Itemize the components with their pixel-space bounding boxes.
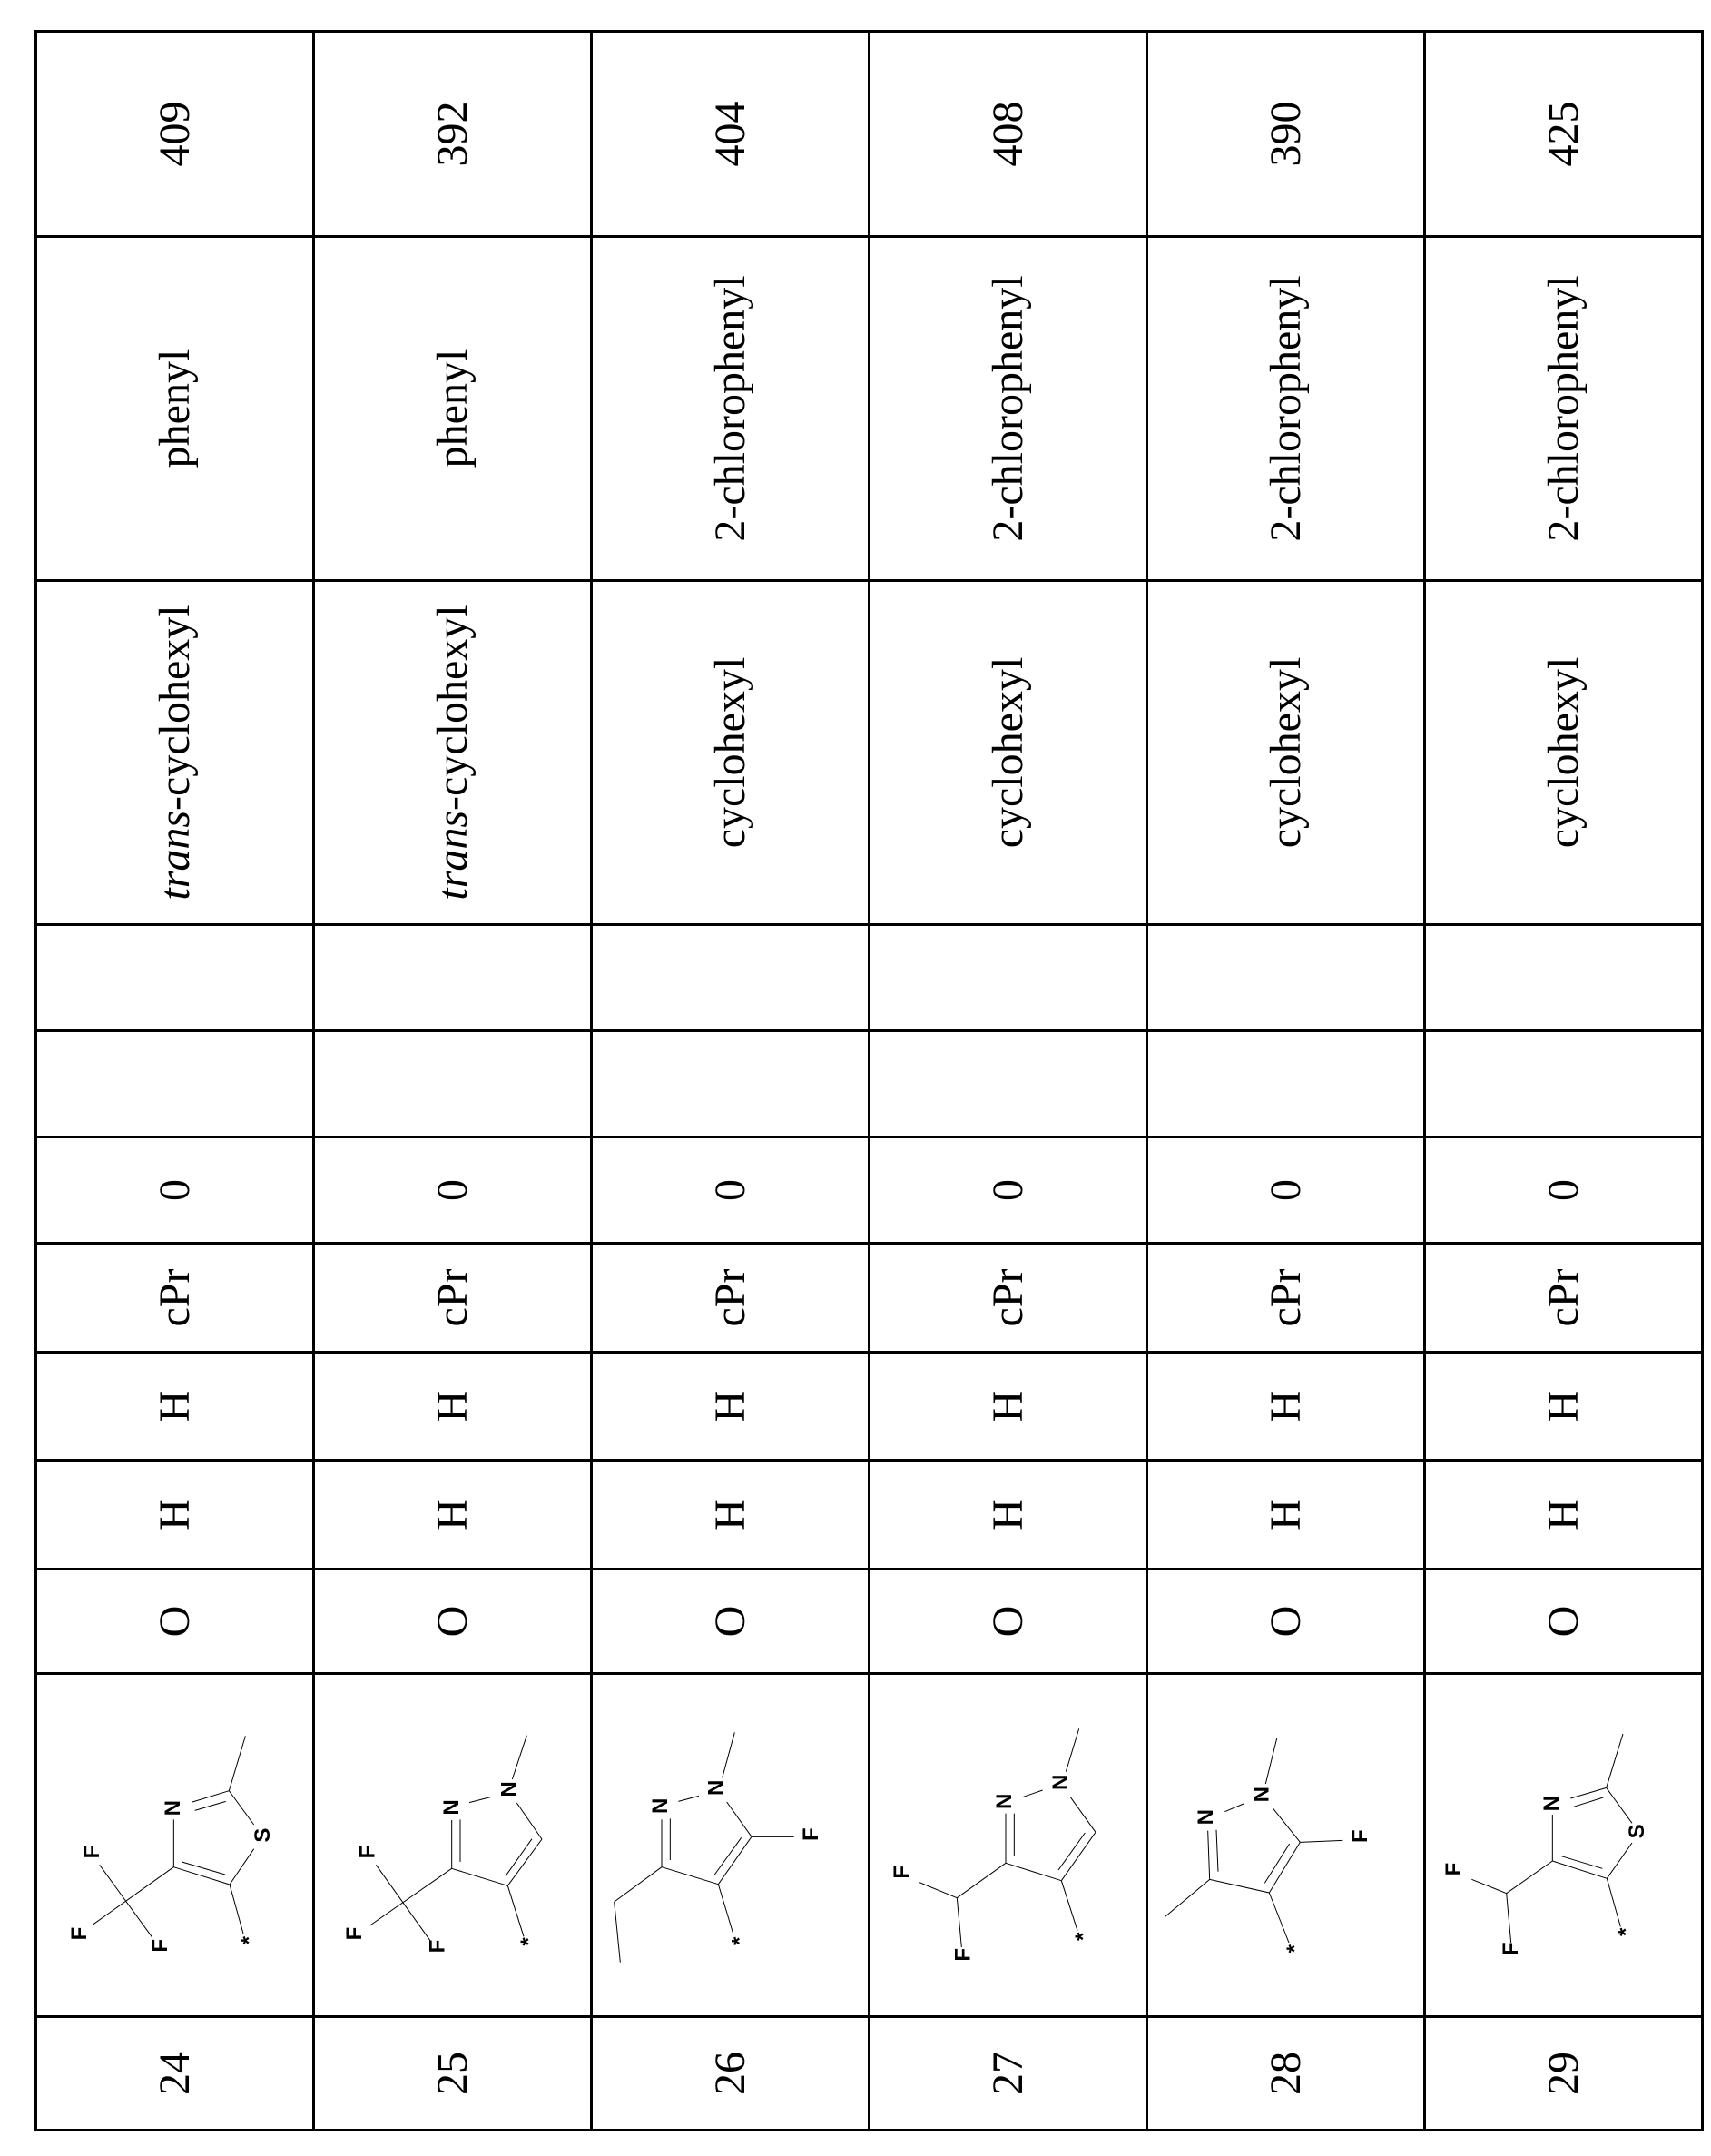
atom-label: F <box>1499 1942 1523 1955</box>
r1-cell: H <box>870 1461 1147 1570</box>
r3-cell: cPr <box>870 1244 1147 1353</box>
bond <box>100 1865 152 1936</box>
atom-label: F <box>67 1927 92 1941</box>
r1-cell: H <box>1147 1461 1425 1570</box>
bond <box>516 1803 542 1839</box>
r2-cell: H <box>314 1353 592 1461</box>
bond <box>615 1902 621 1963</box>
bond <box>507 1885 524 1936</box>
empty-cell <box>36 925 314 1031</box>
bond <box>1607 1878 1620 1926</box>
bond <box>957 1863 1006 1897</box>
x-cell: O <box>592 1570 870 1674</box>
ring-name: -cyclohexyl <box>428 605 477 811</box>
bond <box>1507 1861 1553 1894</box>
atom-label: N <box>497 1781 522 1797</box>
x-cell: O <box>36 1570 314 1674</box>
empty-cell <box>870 1031 1147 1137</box>
ring-name: cyclohexyl <box>706 657 754 849</box>
x-cell: O <box>870 1570 1147 1674</box>
bond <box>714 1837 741 1875</box>
aryl-cell: phenyl <box>314 237 592 581</box>
bond <box>718 1836 752 1884</box>
atom-label: N <box>1194 1809 1218 1825</box>
compound-number: 24 <box>36 2017 314 2131</box>
bond <box>1607 1843 1632 1878</box>
bond <box>1570 1787 1606 1798</box>
atom-label: * <box>237 1935 261 1944</box>
mw-cell: 409 <box>36 32 314 237</box>
bond <box>615 1867 662 1902</box>
empty-cell <box>1147 925 1425 1031</box>
bond <box>230 1849 254 1885</box>
mw-cell: 392 <box>314 32 592 237</box>
n-cell: 0 <box>1425 1137 1703 1244</box>
bond <box>1210 1879 1270 1893</box>
empty-cell <box>314 925 592 1031</box>
bond <box>1061 1881 1077 1931</box>
r2-cell: H <box>1425 1353 1703 1461</box>
ring-name: cyclohexyl <box>1539 657 1588 849</box>
bond <box>452 1868 508 1885</box>
bond <box>1265 1738 1276 1784</box>
empty-cell <box>314 1031 592 1137</box>
compound-number: 28 <box>1147 2017 1425 2131</box>
compound-number: 29 <box>1425 2017 1703 2131</box>
bond <box>1273 1808 1301 1842</box>
bond <box>1607 1734 1623 1787</box>
r3-cell: cPr <box>1147 1244 1425 1353</box>
atom-label: * <box>1071 1932 1096 1941</box>
x-cell: O <box>1147 1570 1425 1674</box>
bond <box>507 1839 542 1885</box>
atom-label: F <box>426 1940 450 1954</box>
chemical-structure <box>860 1675 1135 2018</box>
atom-label: * <box>1283 1944 1307 1953</box>
atom-label: F <box>356 1846 380 1859</box>
r2-cell: H <box>592 1353 870 1461</box>
mw-cell: 404 <box>592 32 870 237</box>
empty-cell <box>36 1031 314 1137</box>
ring-name: cyclohexyl <box>1262 657 1310 849</box>
bond <box>1560 1856 1602 1868</box>
bond <box>1607 1787 1632 1823</box>
empty-cell <box>1425 925 1703 1031</box>
bond <box>723 1732 735 1777</box>
chemical-structure <box>310 1675 585 2018</box>
bond <box>370 1868 452 1925</box>
n-cell: 0 <box>870 1137 1147 1244</box>
r3-cell: cPr <box>314 1244 592 1353</box>
atom-label: N <box>648 1798 673 1814</box>
chemical-structure <box>34 1675 310 2018</box>
mw-cell: 390 <box>1147 32 1425 237</box>
bond <box>93 1867 173 1925</box>
bond <box>1022 1790 1042 1797</box>
r3-cell: cPr <box>592 1244 870 1353</box>
bond <box>230 1885 243 1934</box>
bond <box>229 1791 253 1825</box>
bond <box>1058 1833 1085 1870</box>
r2-cell: H <box>870 1353 1147 1461</box>
r1-cell: H <box>36 1461 314 1570</box>
atom-label: N <box>161 1800 185 1816</box>
empty-cell <box>870 925 1147 1031</box>
bond <box>182 1862 225 1875</box>
n-cell: 0 <box>36 1137 314 1244</box>
ring-cell <box>870 581 1147 925</box>
chemical-structure <box>1410 1675 1685 2018</box>
r2-cell: H <box>36 1353 314 1461</box>
mw-cell: 425 <box>1425 32 1703 237</box>
compound-number: 26 <box>592 2017 870 2131</box>
x-cell: O <box>314 1570 592 1674</box>
ring-cell <box>36 581 314 925</box>
bond <box>1269 1842 1300 1893</box>
ring-name: cyclohexyl <box>984 657 1032 849</box>
n-cell: 0 <box>314 1137 592 1244</box>
ring-cell <box>1147 581 1425 925</box>
atom-label: * <box>728 1936 752 1945</box>
atom-label: F <box>148 1939 172 1953</box>
empty-cell <box>1425 1031 1703 1137</box>
compound-number: 25 <box>314 2017 592 2131</box>
atom-label: S <box>1625 1824 1649 1838</box>
r1-cell: H <box>592 1461 870 1570</box>
bond <box>1006 1863 1061 1880</box>
atom-label: N <box>1539 1796 1564 1811</box>
atom-label: F <box>951 1948 976 1962</box>
bond <box>1552 1861 1607 1878</box>
empty-cell <box>592 1031 870 1137</box>
atom-label: F <box>1441 1863 1466 1876</box>
chemical-structure <box>1135 1675 1410 2018</box>
bond <box>919 1883 957 1898</box>
ring-name: -cyclohexyl <box>151 605 199 811</box>
bond <box>1070 1797 1096 1833</box>
atom-label: * <box>1614 1927 1638 1936</box>
bond <box>1574 1797 1604 1807</box>
aryl-cell: phenyl <box>36 237 314 581</box>
x-cell: O <box>1425 1570 1703 1674</box>
bond <box>718 1885 733 1934</box>
bond <box>1208 1831 1210 1880</box>
atom-label: N <box>1048 1775 1073 1790</box>
r1-cell: H <box>314 1461 592 1570</box>
r2-cell: H <box>1147 1353 1425 1461</box>
bond <box>195 1801 226 1810</box>
bond <box>1224 1804 1244 1812</box>
atom-label: N <box>992 1794 1017 1809</box>
bond <box>376 1865 430 1941</box>
bond <box>469 1797 490 1803</box>
atom-label: N <box>439 1799 464 1815</box>
atom-label: F <box>799 1827 823 1841</box>
bond <box>192 1791 229 1802</box>
atom-label: * <box>516 1937 541 1946</box>
bond <box>678 1796 699 1801</box>
bond <box>727 1802 752 1836</box>
bond <box>1269 1893 1289 1943</box>
atom-label: F <box>1348 1829 1372 1843</box>
bond <box>229 1736 245 1790</box>
bond <box>1165 1879 1209 1916</box>
mw-cell: 408 <box>870 32 1147 237</box>
atom-label: F <box>80 1846 104 1859</box>
bond <box>512 1736 526 1779</box>
atom-label: N <box>1250 1787 1274 1802</box>
bond <box>1216 1830 1218 1872</box>
bond <box>957 1898 961 1947</box>
bond <box>1300 1840 1342 1842</box>
bond <box>1264 1844 1289 1883</box>
atom-label: F <box>342 1927 367 1941</box>
r1-cell: H <box>1425 1461 1703 1570</box>
compound-number: 27 <box>870 2017 1147 2131</box>
aryl-cell: 2-chlorophenyl <box>870 237 1147 581</box>
ring-cell <box>592 581 870 925</box>
ring-prefix: trans <box>428 811 477 901</box>
bond <box>1066 1728 1078 1771</box>
empty-cell <box>592 925 870 1031</box>
empty-cell <box>1147 1031 1425 1137</box>
bond <box>662 1867 718 1885</box>
aryl-cell: 2-chlorophenyl <box>592 237 870 581</box>
atom-label: S <box>251 1828 275 1843</box>
chemical-structure <box>585 1675 860 2018</box>
atom-label: N <box>704 1780 729 1796</box>
n-cell: 0 <box>1147 1137 1425 1244</box>
ring-prefix: trans <box>151 811 199 901</box>
atom-label: F <box>890 1866 914 1879</box>
aryl-cell: 2-chlorophenyl <box>1147 237 1425 581</box>
aryl-cell: 2-chlorophenyl <box>1425 237 1703 581</box>
bond <box>1061 1832 1096 1880</box>
ring-cell <box>1425 581 1703 925</box>
bond <box>1471 1879 1506 1893</box>
n-cell: 0 <box>592 1137 870 1244</box>
ring-cell <box>314 581 592 925</box>
bond <box>173 1867 230 1885</box>
r3-cell: cPr <box>1425 1244 1703 1353</box>
r3-cell: cPr <box>36 1244 314 1353</box>
bond <box>1507 1894 1511 1943</box>
